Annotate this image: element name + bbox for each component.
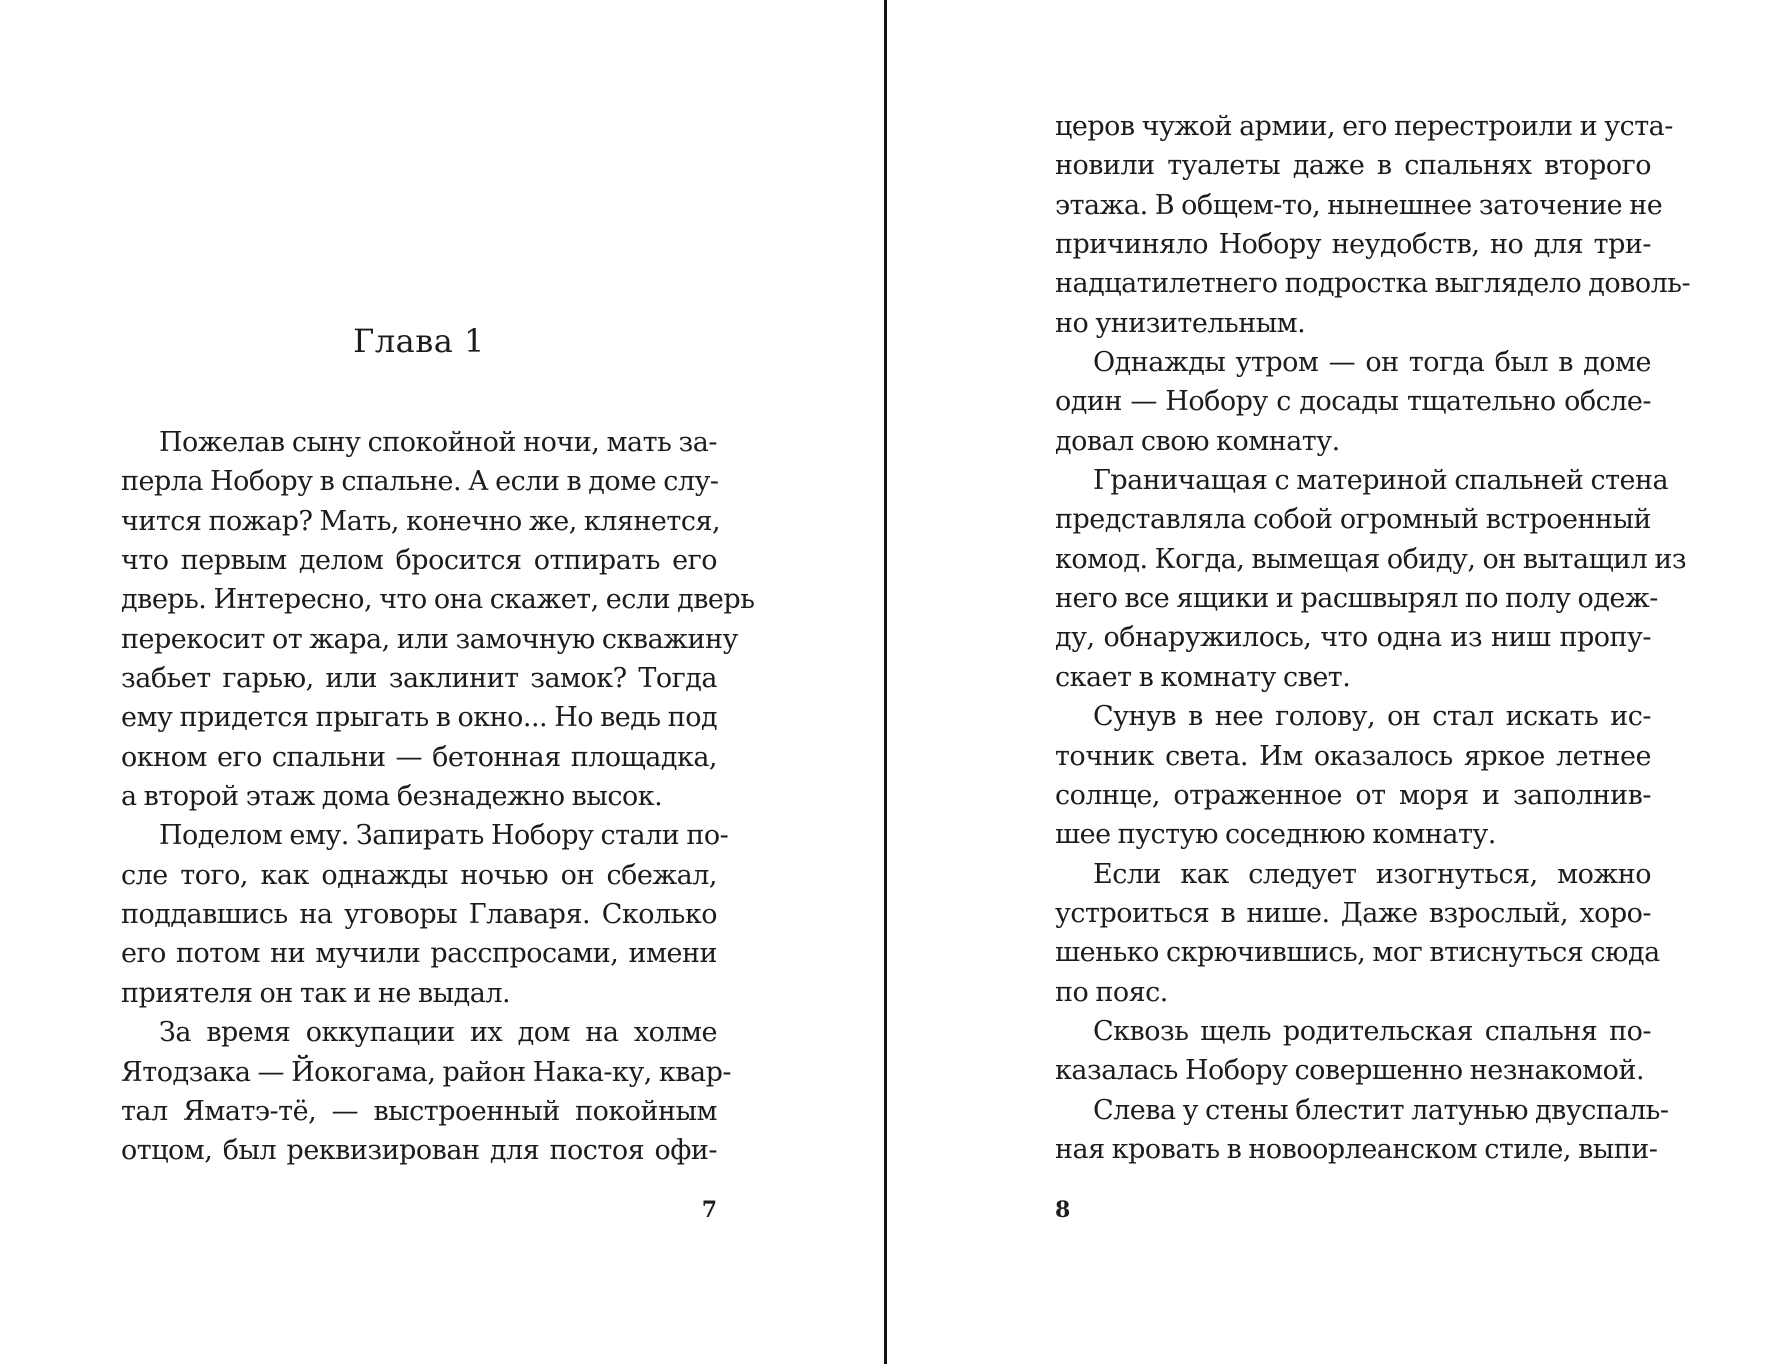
text-line: перла Нобору в спальне. А если в доме слу- xyxy=(121,466,719,498)
text-line: точник света. Им оказалось яркое летнее xyxy=(1055,740,1651,772)
text-line: а второй этаж дома безнадежно высок. xyxy=(121,781,663,813)
text-line: довал свою комнату. xyxy=(1055,425,1340,457)
text-line: Если как следует изогнуться, можно xyxy=(1093,858,1651,890)
text-line: поддавшись на уговоры Главаря. Сколько xyxy=(121,899,717,931)
text-line: Слева у стены блестит латунью двуспаль- xyxy=(1093,1094,1669,1126)
text-line: один — Нобору с досады тщательно обсле- xyxy=(1055,386,1651,418)
text-line: церов чужой армии, его перестроили и уста- xyxy=(1055,111,1673,142)
text-line: Сунув в нее голову, он стал искать ис- xyxy=(1093,701,1651,733)
text-line: казалась Нобору совершенно незнакомой. xyxy=(1055,1055,1645,1087)
text-line: по пояс. xyxy=(1055,976,1168,1008)
text-line: новили туалеты даже в спальнях второго xyxy=(1055,150,1651,182)
text-line: комод. Когда, вымещая обиду, он вытащил из xyxy=(1055,543,1687,575)
text-line: сле того, как однажды ночью он сбежал, xyxy=(121,859,717,891)
right-page-text xyxy=(1055,107,1691,1169)
text-line: окном его спальни — бетонная площадка, xyxy=(121,741,717,773)
text-line: тал Яматэ-тё, — выстроенный покойным xyxy=(121,1095,717,1127)
text-line: чится пожар? Мать, конечно же, клянется, xyxy=(121,505,721,537)
text-line: ему придется прыгать в окно... Но ведь под xyxy=(121,702,718,734)
page-number: 7 xyxy=(701,1197,717,1223)
text-line: забьет гарью, или заклинит замок? Тогда xyxy=(121,663,717,695)
text-line: солнце, отраженное от моря и заполнив- xyxy=(1055,779,1651,811)
text-line: Поделом ему. Запирать Нобору стали по- xyxy=(159,820,729,852)
text-line: Пожелав сыну спокойной ночи, мать за- xyxy=(159,427,717,458)
text-line: За время оккупации их дом на холме xyxy=(159,1017,717,1049)
text-line: ная кровать в новоорлеанском стиле, выпи- xyxy=(1055,1133,1658,1165)
text-line: шенько скрючившись, мог втиснуться сюда xyxy=(1055,937,1660,969)
page-gutter-divider xyxy=(884,0,887,1364)
text-line: надцатилетнего подростка выглядело доволь- xyxy=(1055,268,1691,300)
text-line: шее пустую соседнюю комнату. xyxy=(1055,819,1496,851)
text-line: Сквозь щель родительская спальня по- xyxy=(1093,1015,1651,1047)
text-line: перекосит от жара, или замочную скважину xyxy=(121,623,738,655)
text-line: скает в комнату свет. xyxy=(1055,661,1351,693)
text-line: ду, обнаружилось, что одна из ниш пропу- xyxy=(1055,622,1651,654)
text-line: представляла собой огромный встроенный xyxy=(1055,504,1651,536)
text-line: что первым делом бросится отпирать его xyxy=(121,545,717,577)
text-line: этажа. В общем-то, нынешнее заточение не xyxy=(1055,189,1663,221)
text-line: него все ящики и расшвырял по полу одеж- xyxy=(1055,583,1658,615)
text-line: причиняло Нобору неудобств, но для три- xyxy=(1055,229,1651,261)
text-line: Ятодзака — Йокогама, район Нака-ку, квар- xyxy=(121,1056,731,1088)
page-number: 8 xyxy=(1055,1197,1071,1223)
text-line: но унизительным. xyxy=(1055,307,1306,339)
text-line: Однажды утром — он тогда был в доме xyxy=(1093,347,1651,379)
text-line: Граничащая с материной спальней стена xyxy=(1093,465,1669,497)
text-line: его потом ни мучили расспросами, имени xyxy=(121,938,717,970)
text-line: устроиться в нише. Даже взрослый, хоро- xyxy=(1055,897,1651,929)
text-line: приятеля он так и не выдал. xyxy=(121,977,511,1009)
text-line: отцом, был реквизирован для постоя офи- xyxy=(121,1135,717,1167)
left-page-text xyxy=(121,423,755,1171)
chapter-title: Глава 1 xyxy=(353,322,485,360)
text-line: дверь. Интересно, что она скажет, если дверь xyxy=(121,584,755,616)
